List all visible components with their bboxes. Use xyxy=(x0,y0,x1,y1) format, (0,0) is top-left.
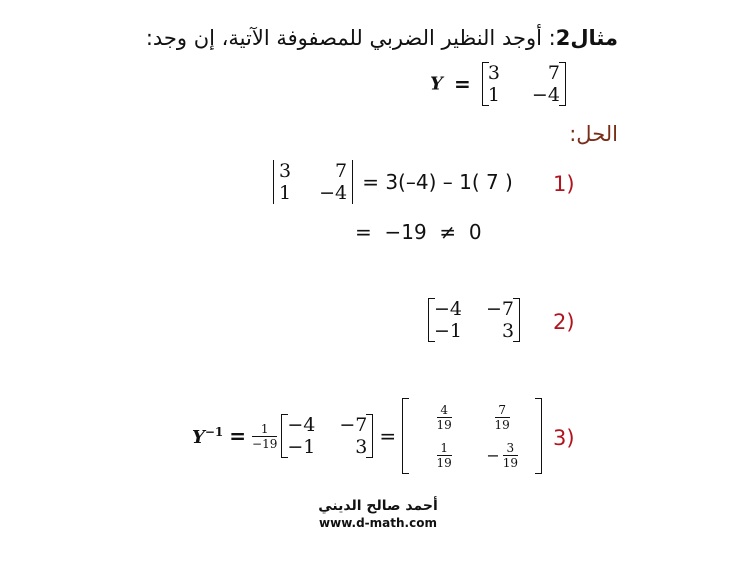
adjoint-matrix xyxy=(428,298,520,342)
matrix-cell: −4 xyxy=(319,182,348,204)
matrix-cell: 1 xyxy=(487,84,500,106)
matrix-name: Y xyxy=(430,73,443,95)
example-colon: : xyxy=(548,26,556,50)
example-text: أوجد النظير الضربي للمصفوفة الآتية، إن وجد: xyxy=(145,26,549,50)
example-label: مثال2 xyxy=(555,26,618,50)
step1-result: = −19 ≠ 0 xyxy=(355,220,482,244)
matrix-cell: −4 xyxy=(434,298,463,320)
matrix-cell: 3 xyxy=(501,320,515,342)
result-fraction: $\frac{1}{19}$ xyxy=(436,440,452,470)
adjoint-matrix xyxy=(281,414,373,458)
step1-number: 1) xyxy=(553,172,575,196)
equals-sign: = xyxy=(229,424,247,448)
solution-label: الحل: xyxy=(569,122,618,146)
matrix-cell: 7 xyxy=(335,160,348,182)
matrix-cell: 7 xyxy=(547,62,560,84)
result-fraction: $\frac{4}{19}$ xyxy=(436,402,452,432)
matrix-definition xyxy=(430,62,566,106)
author-name: أحمد صالح الديني xyxy=(318,498,438,514)
matrix-cell: −4 xyxy=(531,84,560,106)
step3-number: 3) xyxy=(553,426,575,450)
inverse-result-matrix xyxy=(402,398,542,474)
step2-number: 2) xyxy=(553,310,575,334)
inverse-lhs: $Y^{-1}$ xyxy=(192,424,224,448)
determinant xyxy=(273,160,353,204)
step3-inverse xyxy=(192,397,542,475)
example-heading xyxy=(146,26,618,50)
matrix-cell: 1 xyxy=(279,182,292,204)
matrix-cell: 3 xyxy=(279,160,292,182)
website-url: www.d-math.com xyxy=(319,516,437,530)
matrix-cell: −4 xyxy=(287,414,316,436)
step2-adjoint xyxy=(428,298,520,342)
matrix-cell: 3 xyxy=(355,436,368,458)
step1-expression: = 3(–4) – 1( 7 ) xyxy=(362,170,513,194)
matrix-cell: −7 xyxy=(339,414,368,436)
result-fraction: $\frac{7}{19}$ xyxy=(494,402,510,432)
matrix-cell: −1 xyxy=(287,436,316,458)
equals-sign: = xyxy=(379,424,397,448)
matrix-cell: −7 xyxy=(486,298,515,320)
matrix-y xyxy=(482,62,566,106)
matrix-cell: −1 xyxy=(434,320,463,342)
result-negative-fraction: − $\frac{3}{19}$ xyxy=(486,440,518,470)
scalar-fraction: $\frac{1}{-19}$ xyxy=(252,421,278,451)
equals-sign: = xyxy=(453,72,471,96)
matrix-cell: 3 xyxy=(487,62,500,84)
step1-determinant xyxy=(273,160,513,204)
